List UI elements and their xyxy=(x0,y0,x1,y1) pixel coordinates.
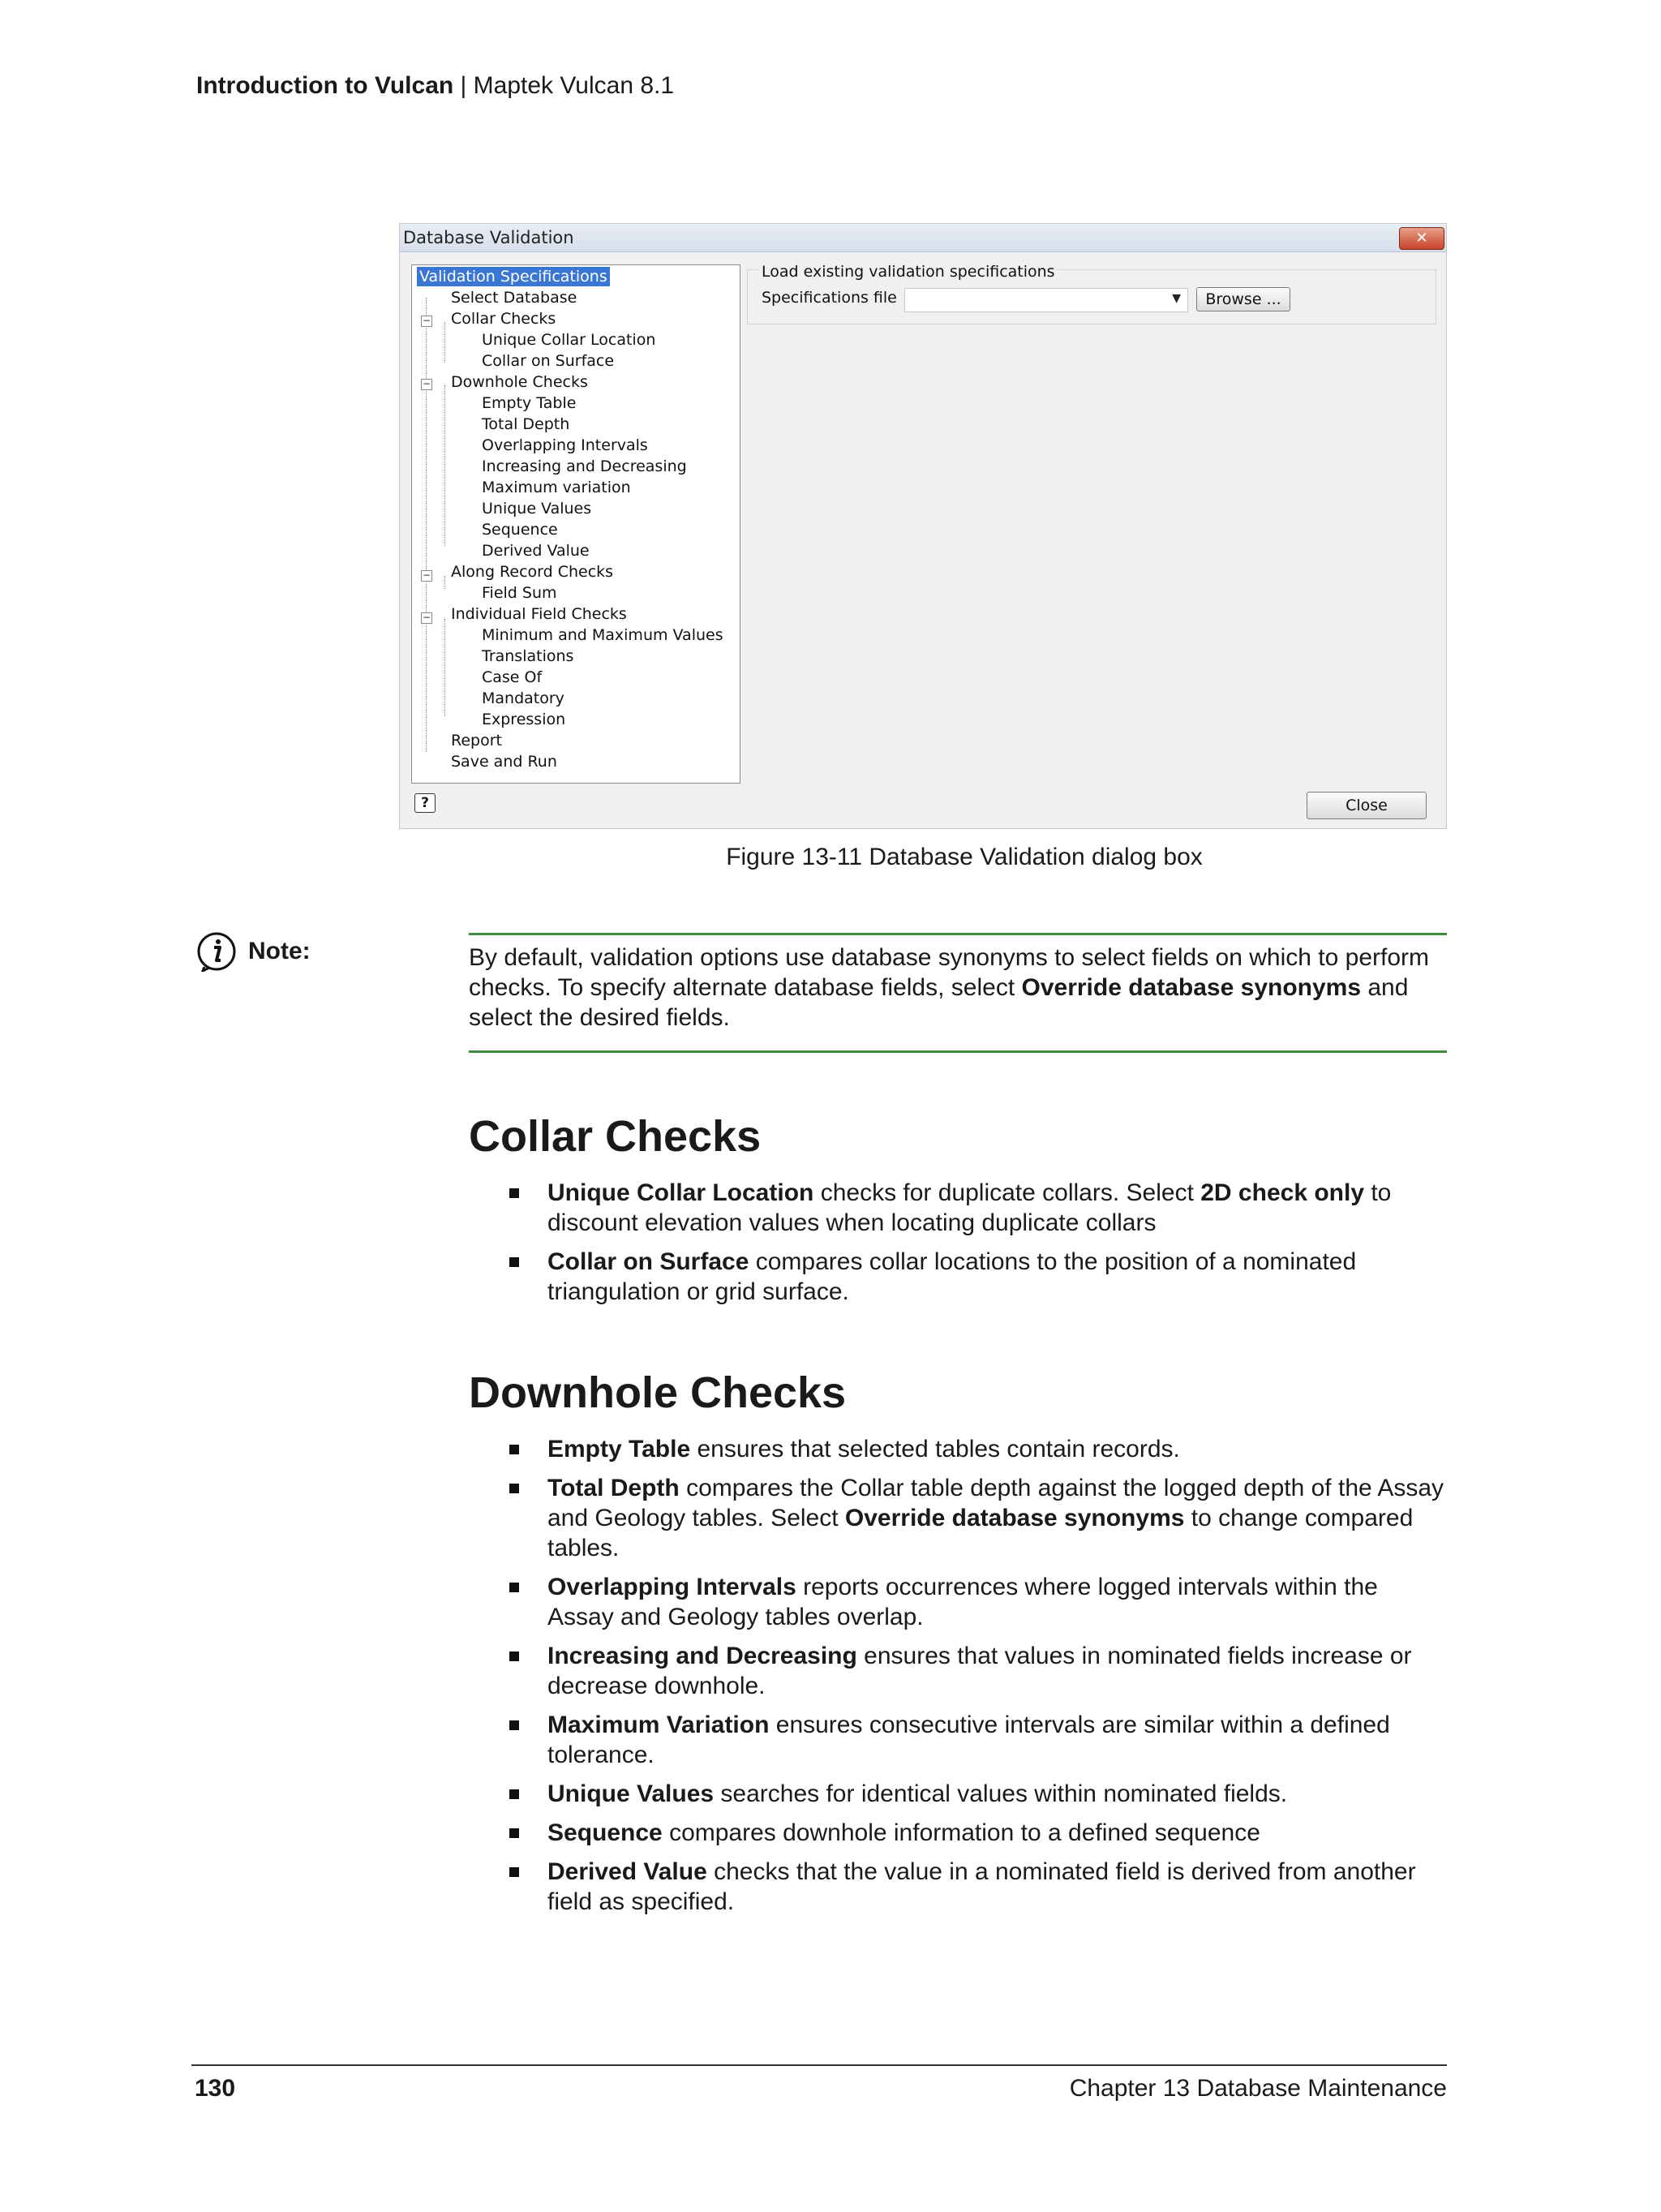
tree-item-min-max-values[interactable]: Minimum and Maximum Values xyxy=(482,626,723,644)
list-item xyxy=(469,1473,1447,1563)
list-item-text: compares downhole information to a defined sequence xyxy=(662,1819,1260,1846)
tree-item-individual-field-checks[interactable]: Individual Field Checks xyxy=(451,605,627,623)
tree-guide-line xyxy=(444,619,445,716)
chapter-title: Chapter 13 Database Maintenance xyxy=(1069,2075,1447,2102)
tree-item-report[interactable]: Report xyxy=(451,732,502,750)
list-item-text: checks for duplicate collars. Select xyxy=(813,1179,1201,1206)
list-item-term: Collar on Surface xyxy=(547,1248,749,1275)
header-separator: | xyxy=(453,72,474,99)
list-item-text: ensures consecutive intervals are similar within a defined tolerance. xyxy=(547,1712,1390,1768)
specifications-file-label: Specifications file xyxy=(762,289,897,307)
collapse-icon[interactable]: − xyxy=(422,315,431,326)
list-item-term: Total Depth xyxy=(547,1475,680,1501)
tree-item-validation-specifications[interactable]: Validation Specifications xyxy=(417,267,610,286)
list-item-text: searches for identical values within nominated fields. xyxy=(714,1780,1288,1807)
bullet-icon xyxy=(509,1583,519,1592)
note-text-2: and select the desired fields. xyxy=(469,974,1409,1031)
tree-item-downhole-checks[interactable]: Downhole Checks xyxy=(451,373,588,391)
list-item xyxy=(469,1247,1447,1307)
collar-checks-list xyxy=(469,1178,1447,1316)
note-text-1: By default, validation options use database synonyms to select fields on which to perform checks. To specify alternate database fields, select xyxy=(469,944,1429,1001)
close-icon[interactable]: ✕ xyxy=(1399,227,1444,250)
list-item xyxy=(469,1178,1447,1238)
collar-checks-heading: Collar Checks xyxy=(469,1112,762,1161)
dropdown-arrow-icon[interactable]: ▼ xyxy=(1172,292,1181,305)
note-top-rule xyxy=(469,933,1447,935)
list-item-term: Overlapping Intervals xyxy=(547,1574,796,1600)
tree-item-unique-values[interactable]: Unique Values xyxy=(482,500,592,518)
list-item-term: Unique Collar Location xyxy=(547,1179,814,1206)
bullet-icon xyxy=(509,1188,519,1198)
list-item xyxy=(469,1710,1447,1770)
close-button[interactable]: Close xyxy=(1307,792,1427,819)
header-title-rest: Maptek Vulcan 8.1 xyxy=(473,72,675,99)
tree-item-collar-checks[interactable]: Collar Checks xyxy=(451,310,556,328)
bullet-icon xyxy=(509,1484,519,1493)
figure-caption: Figure 13-11 Database Validation dialog box xyxy=(726,844,1203,870)
list-item xyxy=(469,1434,1447,1464)
collapse-icon[interactable]: − xyxy=(422,612,431,623)
list-item-term: Sequence xyxy=(547,1819,663,1846)
list-item-term: Unique Values xyxy=(547,1780,715,1807)
tree-guide-line xyxy=(426,298,427,752)
list-item-text: reports occurrences where logged intervals within the Assay and Geology tables overlap. xyxy=(547,1574,1378,1630)
database-validation-dialog xyxy=(399,223,1447,829)
tree-item-case-of[interactable]: Case Of xyxy=(482,668,543,686)
list-item xyxy=(469,1779,1447,1809)
bullet-icon xyxy=(509,1789,519,1799)
tree-item-maximum-variation[interactable]: Maximum variation xyxy=(482,479,631,496)
browse-button[interactable]: Browse ... xyxy=(1196,287,1290,311)
list-item-term: Increasing and Decreasing xyxy=(547,1643,857,1669)
list-item-text: to discount elevation values when locating duplicate collars xyxy=(547,1179,1392,1236)
tree-guide-line xyxy=(444,322,445,363)
tree-item-select-database[interactable]: Select Database xyxy=(451,289,577,307)
tree-item-expression[interactable]: Expression xyxy=(482,711,566,728)
bullet-icon xyxy=(509,1651,519,1661)
downhole-checks-list xyxy=(469,1434,1447,1926)
validation-tree xyxy=(411,264,740,784)
note-bottom-rule xyxy=(469,1050,1447,1053)
specifications-file-combo[interactable] xyxy=(904,288,1188,312)
tree-item-unique-collar-location[interactable]: Unique Collar Location xyxy=(482,331,656,349)
tree-guide-line xyxy=(444,385,445,546)
tree-item-derived-value[interactable]: Derived Value xyxy=(482,542,590,560)
note-text xyxy=(469,943,1447,1033)
list-item-text: checks that the value in a nominated field is derived from another field as specified. xyxy=(547,1858,1416,1915)
dialog-title: Database Validation xyxy=(403,228,574,247)
bullet-icon xyxy=(509,1257,519,1267)
tree-item-overlapping-intervals[interactable]: Overlapping Intervals xyxy=(482,436,648,454)
list-item xyxy=(469,1857,1447,1917)
downhole-checks-heading: Downhole Checks xyxy=(469,1368,847,1417)
tree-item-collar-on-surface[interactable]: Collar on Surface xyxy=(482,352,615,370)
list-item-text: ensures that selected tables contain records. xyxy=(690,1436,1180,1462)
note-bold-1: Override database synonyms xyxy=(1021,974,1362,1001)
header-title-bold: Introduction to Vulcan xyxy=(196,72,454,99)
list-item-text: compares the Collar table depth against the logged depth of the Assay and Geology tables. Select xyxy=(547,1475,1444,1531)
list-item-text: to change compared tables. xyxy=(547,1505,1414,1561)
list-item-term: 2D check only xyxy=(1200,1179,1365,1206)
list-item xyxy=(469,1818,1447,1848)
page-number: 130 xyxy=(195,2075,236,2102)
list-item-term: Override database synonyms xyxy=(844,1505,1185,1531)
tree-item-translations[interactable]: Translations xyxy=(482,647,574,665)
list-item xyxy=(469,1572,1447,1632)
collapse-icon[interactable]: − xyxy=(422,569,431,581)
tree-item-along-record-checks[interactable]: Along Record Checks xyxy=(451,563,614,581)
list-item-term: Derived Value xyxy=(547,1858,707,1885)
info-icon xyxy=(196,931,237,972)
tree-item-mandatory[interactable]: Mandatory xyxy=(482,689,564,707)
bullet-icon xyxy=(509,1867,519,1877)
tree-item-field-sum[interactable]: Field Sum xyxy=(482,584,557,602)
tree-guide-line xyxy=(444,576,445,589)
tree-item-save-and-run[interactable]: Save and Run xyxy=(451,753,557,771)
list-item xyxy=(469,1641,1447,1701)
bullet-icon xyxy=(509,1720,519,1730)
help-icon[interactable]: ? xyxy=(414,793,436,813)
collapse-icon[interactable]: − xyxy=(422,378,431,389)
footer-rule xyxy=(191,2064,1447,2066)
note-label: Note: xyxy=(248,938,311,964)
tree-item-total-depth[interactable]: Total Depth xyxy=(482,415,570,433)
list-item-text: compares collar locations to the position of a nominated triangulation or grid surface. xyxy=(547,1248,1357,1305)
bullet-icon xyxy=(509,1445,519,1454)
list-item-term: Empty Table xyxy=(547,1436,691,1462)
dialog-titlebar xyxy=(400,224,1446,252)
running-header xyxy=(196,70,674,102)
bullet-icon xyxy=(509,1828,519,1838)
list-item-term: Maximum Variation xyxy=(547,1712,770,1738)
tree-item-increasing-decreasing[interactable]: Increasing and Decreasing xyxy=(482,457,687,475)
list-item-text: ensures that values in nominated fields increase or decrease downhole. xyxy=(547,1643,1412,1699)
tree-item-empty-table[interactable]: Empty Table xyxy=(482,394,577,412)
tree-item-sequence[interactable]: Sequence xyxy=(482,521,558,539)
load-spec-group-label: Load existing validation specifications xyxy=(758,263,1058,281)
